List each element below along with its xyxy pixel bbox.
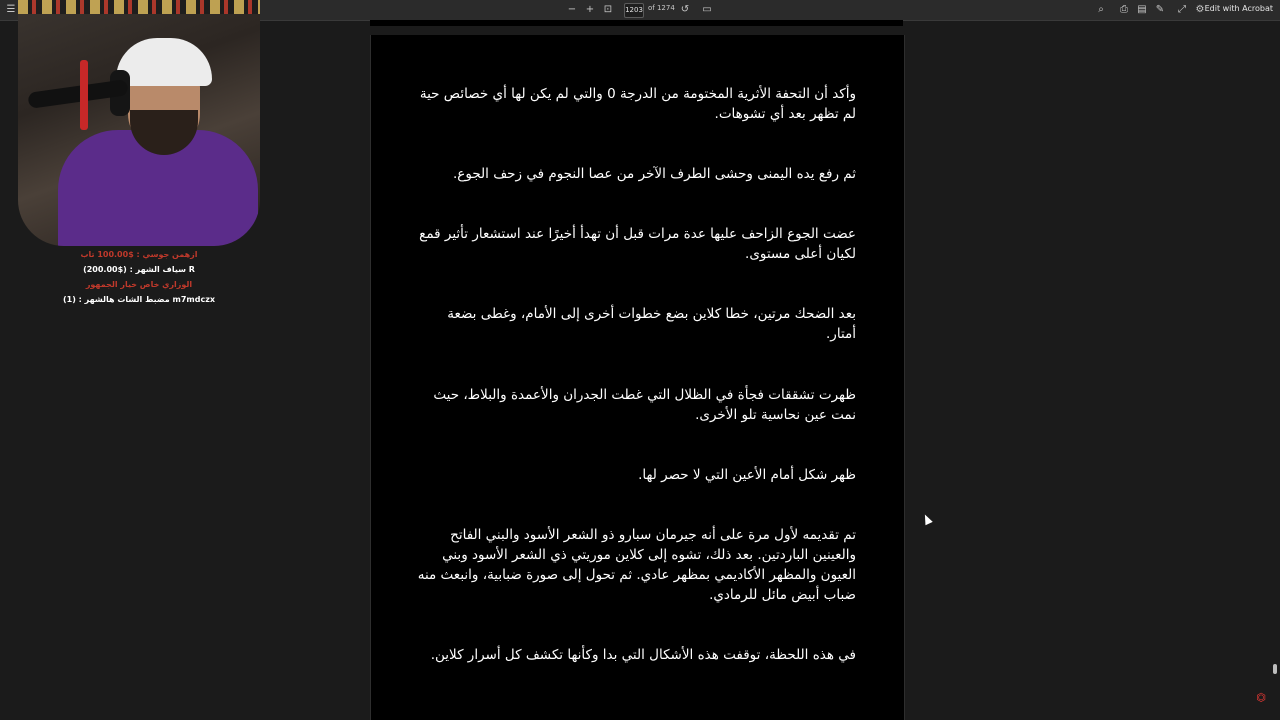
acrobat-icon[interactable]: ⏣ <box>1256 691 1266 704</box>
search-icon[interactable]: ⌕ <box>1098 4 1104 15</box>
zoom-out-icon[interactable]: − <box>567 4 577 15</box>
previous-page-edge <box>370 20 903 26</box>
expand-icon[interactable]: ⤢ <box>1178 4 1186 15</box>
settings-icon[interactable]: ⚙ <box>1195 4 1205 15</box>
webcam-decoration <box>18 0 260 14</box>
paragraph: في هذه اللحظة، توقفت هذه الأشكال التي بدا وكأنها تكشف كل أسرار كلاين. <box>430 647 856 663</box>
paragraph: ظهرت تشققات فجأة في الظلال التي غطت الجدران والأعمدة والبلاط، حيث نمت عين نحاسية تلو الأخرى. <box>433 387 856 423</box>
paragraph: وأكد أن التحفة الأثرية المختومة من الدرجة 0 والتي لم يكن لها أي خصائص حية لم تظهر بعد أي تشوهات. <box>419 86 856 122</box>
paragraph: ظهر شكل أمام الأعين التي لا حصر لها. <box>638 467 856 483</box>
paragraph: تم تقديمه لأول مرة على أنه جيرمان سبارو ذو الشعر الأسود والبني الفاتح والعينين الباردتين. بعد ذلك، تشوه إلى كلاين موريتي ذي الشعر الأسود وبني العيون والمظهر الأكاديمي بمظهر عادي. ثم تحول إلى صورة ضبابية، وانبعث منه ضباب أبيض مائل للرمادي. <box>417 527 856 603</box>
scrollbar-thumb[interactable] <box>1273 664 1277 674</box>
zoom-in-icon[interactable]: + <box>585 4 595 15</box>
page-count-label: of 1274 <box>648 4 675 12</box>
page-number-input[interactable]: 1203 <box>624 3 644 18</box>
save-icon[interactable]: ▤ <box>1137 4 1147 15</box>
stream-overlay-text <box>18 247 260 307</box>
webcam-overlay <box>18 0 260 246</box>
overlay-line: سياف الشهر : ($200.00) R <box>83 265 195 274</box>
mic-arm <box>80 60 88 130</box>
edit-with-acrobat-button[interactable]: Edit with Acrobat <box>1204 4 1273 13</box>
overlay-line: ازهمن جوسي : $100.00 تاب <box>80 250 198 259</box>
paragraph: عضت الجوع الزاحف عليها عدة مرات قبل أن تهدأ أخيرًا عند استشعار تأثير قمع لكيان أعلى مستوى. <box>419 226 856 262</box>
paragraph: بعد الضحك مرتين، خطا كلاين بضع خطوات أخرى إلى الأمام، وغطى بضعة أمتار. <box>447 306 856 342</box>
fit-page-icon[interactable]: ⊡ <box>603 4 613 15</box>
pdf-page <box>370 35 905 720</box>
mouse-cursor-icon <box>921 513 932 525</box>
print-icon[interactable]: ⎙ <box>1120 4 1128 15</box>
overlay-line: مضبط الشات هالشهر : (1) m7mdczx <box>62 295 216 304</box>
markup-icon[interactable]: ✎ <box>1155 4 1165 15</box>
list-icon[interactable]: ☰ <box>6 4 16 15</box>
paragraph: ثم رفع يده اليمنى وحشى الطرف الآخر من عصا النجوم في زحف الجوع. <box>453 166 856 182</box>
webcam-cap <box>116 38 212 86</box>
rotate-icon[interactable]: ↺ <box>680 4 690 15</box>
page-view-icon[interactable]: ▭ <box>702 4 712 15</box>
overlay-line: الوزاري خاص خيار الجمهور <box>85 280 193 289</box>
